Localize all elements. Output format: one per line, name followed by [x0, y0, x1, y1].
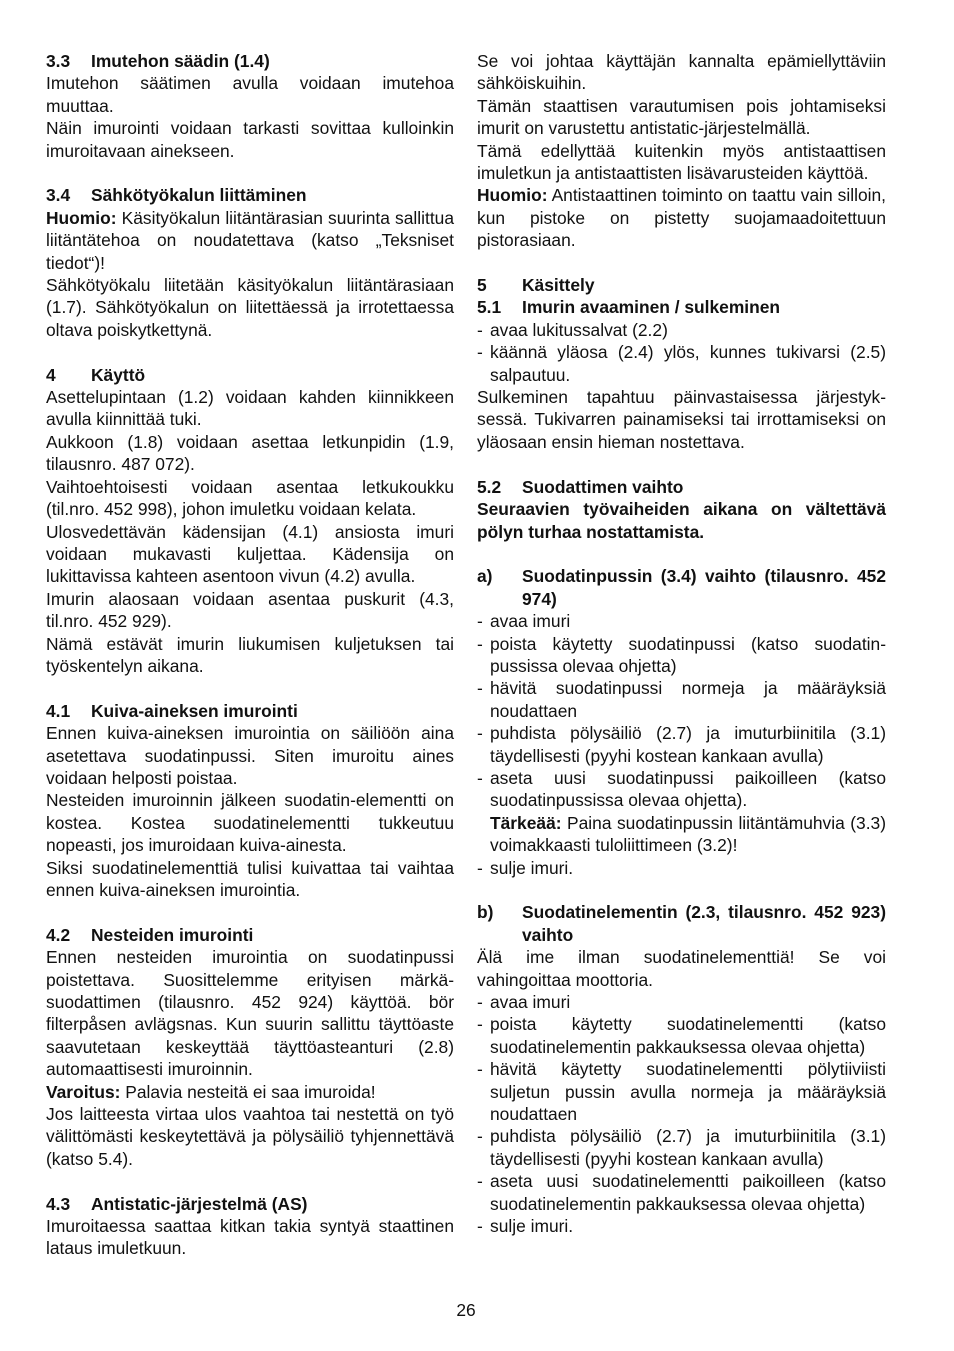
list-item: - käännä yläosa (2.4) ylös, kunnes tukivarsi (2.5) salpautuu.: [477, 342, 886, 385]
heading-3-4: 3.4 Sähkötyökalun liittäminen: [46, 185, 307, 206]
heading-5-1: 5.1 Imurin avaaminen / sulkeminen: [477, 297, 781, 318]
heading-4-1: 4.1 Kuiva-aineksen imurointi: [46, 700, 298, 721]
paragraph: Imurin alaosaan voidaan asentaa puskurit (4.3, til.nro. 452 929).: [46, 588, 454, 632]
warning-paragraph: Varoitus: Palavia nesteitä ei saa imuroida!: [46, 1081, 376, 1102]
list-item: - avaa imuri: [477, 992, 571, 1012]
paragraph: Nesteiden imuroinnin jälkeen suodatin-elementti on kostea. Kostea suodatinelementti tukkeutuu nopeasti, jos imuroidaan kuiva-ainesta.: [46, 790, 454, 856]
left-column: [46, 50, 454, 1260]
list-item: - hävitä käytetty suodatinelementti pölytiiviisti suljetun pussin avulla normeja ja määräyksiä noudattaen: [477, 1059, 886, 1125]
list-item: - poista käytetty suodatinpussi (katso suodatin-pussissa olevaa ohjetta): [477, 633, 886, 676]
right-column: [477, 50, 886, 1237]
paragraph: Sulkeminen tapahtuu päinvastaisessa järjestyk-sessä. Tukivarren painamiseksi tai irrottamiseksi on yläosaan ensin hieman nostettava.: [477, 387, 886, 452]
heading-5: 5 Käsittely: [477, 275, 595, 296]
heading-5-2: 5.2 Suodattimen vaihto: [477, 476, 684, 497]
list-item: - avaa imuri: [477, 611, 571, 632]
list-item: - puhdista pölysäiliö (2.7) ja imuturbiinitila (3.1) täydellisesti (pyyhi kostean kankaan avulla): [477, 1126, 886, 1169]
paragraph: Imuroitaessa saattaa kitkan takia syntyä staattinen lataus imuletkuun.: [46, 1216, 454, 1259]
list-item: - aseta uusi suodatinpussi paikoilleen (katso suodatinpussissa olevaa ohjetta).: [477, 767, 886, 811]
paragraph: Älä ime ilman suodatinelementtiä! Se voi vahingoittaa moottoria.: [477, 947, 886, 990]
heading-b: b) Suodatinelementin (2.3, tilausnro. 452 923) vaihto: [477, 902, 886, 945]
heading-4-2: 4.2 Nesteiden imurointi: [46, 924, 254, 945]
list-item: - sulje imuri.: [477, 1216, 574, 1237]
paragraph: Vaihtoehtoisesti voidaan asentaa letkukoukku (til.nro. 452 998), johon imuletku voidaan kelata.: [46, 476, 454, 520]
heading-4: 4 Käyttö: [46, 364, 146, 385]
paragraph: Sähkötyökalu liitetään käsityökalun liitäntärasiaan (1.7). Sähkötyökalun on liitettäessä ja irrotettaessa oltava poiskytkettynä.: [46, 275, 454, 340]
paragraph: Aukkoon (1.8) voidaan asettaa letkunpidin (1.9, tilausnro. 487 072).: [46, 431, 454, 475]
paragraph: Se voi johtaa käyttäjän kannalta epämiellyttäviin sähköiskuihin.: [477, 51, 886, 94]
list-item: - poista käytetty suodatinelementti (katso suodatinelementin pakkauksessa olevaa ohjetta): [477, 1014, 886, 1057]
paragraph: Siksi suodatinelementtiä tulisi kuivattaa tai vaihtaa ennen kuiva-aineksen imurointia.: [46, 857, 454, 900]
list-item: - hävitä suodatinpussi normeja ja määräyksiä noudattaen: [477, 678, 886, 721]
list-item: - sulje imuri.: [477, 857, 574, 878]
paragraph: Tämän staattisen varautumisen pois johtamiseksi imurit on varustettu antistatic-järjestelmällä.: [477, 95, 886, 139]
paragraph: Asettelupintaan (1.2) voidaan kahden kiinnikkeen avulla kiinnittää tuki.: [46, 387, 454, 430]
note-paragraph: Huomio: Käsityökalun liitäntärasian suurinta sallittua liitäntätehoa on noudatettava (katso „Teksniset tiedot“)!: [46, 207, 454, 273]
paragraph: Imutehon säätimen avulla voidaan imutehoa muuttaa.: [46, 73, 454, 116]
note-paragraph: Huomio: Antistaattinen toiminto on taattu vain silloin, kun pistoke on pistetty suojamaadoitettuun pistorasiaan.: [477, 185, 886, 251]
important-note: Tärkeää: Paina suodatinpussin liitäntämuhvia (3.3) voimakkaasti tuloliittimeen (3.2)!: [490, 812, 886, 856]
heading-a: a) Suodatinpussin (3.4) vaihto (tilausnro. 452 974): [477, 566, 886, 609]
warning-paragraph: Seuraavien työvaiheiden aikana on vältettävä pölyn turhaa nostattamista.: [477, 499, 886, 542]
paragraph: Nämä estävät imurin liukumisen kuljetuksen tai työskentelyn aikana.: [46, 633, 454, 676]
paragraph: Ulosvedettävän kädensijan (4.1) ansiosta imuri voidaan mukavasti kuljettaa. Kädensija on lukittavissa kahteen asentoon vivun (4.2) avulla.: [46, 521, 454, 587]
paragraph: Ennen nesteiden imurointia on suodatinpussi poistettava. Suosittelemme erityisen märkä-suodattimen (tilausnro. 452 924) käyttöä. bör filterpåsen avlägsnas. Kun suurin sallittu täyttöaste saavutetaan keskeyttää täyttöasteanturi (2.8) automaattisesti imuroinnin.: [46, 947, 454, 1080]
list-item: - avaa lukitussalvat (2.2): [477, 319, 668, 340]
paragraph: Tämä edellyttää kuitenkin myös antistaattisen imuletkun ja antistaattisten lisävarusteiden käyttöä.: [477, 140, 886, 184]
heading-3-3: 3.3 Imutehon säädin (1.4): [46, 51, 270, 71]
list-item: - aseta uusi suodatinelementti paikoilleen (katso suodatinelementin pakkauksessa olevaa ohjetta): [477, 1171, 886, 1214]
heading-4-3: 4.3 Antistatic-järjestelmä (AS): [46, 1193, 308, 1214]
paragraph: Jos laitteesta virtaa ulos vaahtoa tai nestettä on työ välittömästi keskeytettävä ja pölysäiliö tyhjennettävä (katso 5.4).: [46, 1104, 454, 1169]
paragraph: Ennen kuiva-aineksen imurointia on säiliöön aina asetettava suodatinpussi. Siten imuroitu aines voidaan helposti poistaa.: [46, 723, 454, 788]
paragraph: Näin imurointi voidaan tarkasti sovittaa kulloinkin imuroitavaan ainekseen.: [46, 118, 454, 161]
list-item: - puhdista pölysäiliö (2.7) ja imuturbiinitila (3.1) täydellisesti (pyyhi kostean kankaan avulla): [477, 723, 886, 766]
page-number: 26: [456, 1300, 476, 1320]
